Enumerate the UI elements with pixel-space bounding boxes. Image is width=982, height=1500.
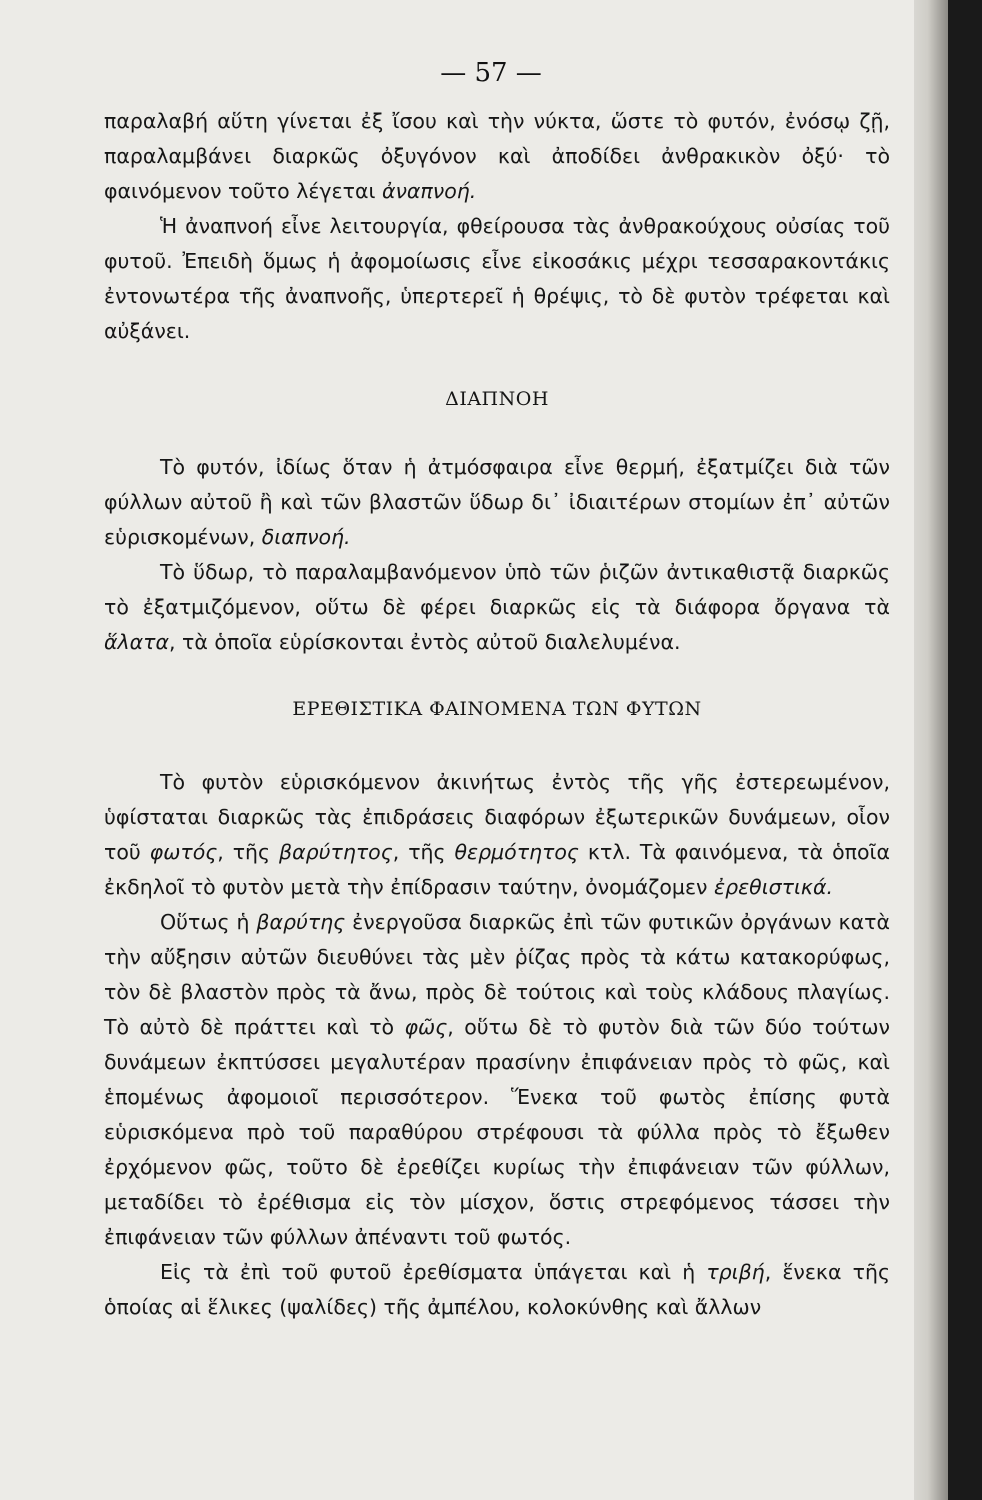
text-run: , τῆς <box>392 840 455 864</box>
emphasized-term: θερμότητος <box>454 840 579 864</box>
paragraph <box>104 450 890 555</box>
paragraph <box>104 1255 890 1325</box>
text-run: , οὕτω δὲ τὸ φυτὸν διὰ τῶν δύο τούτων δυνάμεων ἐκπτύσσει μεγαλυτέραν πρασίνην ἐπιφάνειαν πρὸς τὸ φῶς, καὶ ἑπομένως ἀφομοιοῖ περισσότερον. Ἕνεκα τοῦ φωτὸς ἐπίσης φυτὰ εὑρισκόμενα πρὸ τοῦ παραθύρου στρέφουσι τὰ φύλλα πρὸς τὸ ἔξωθεν ἐρχόμενον φῶς, τοῦτο δὲ ἐρεθίζει κυρίως τὴν ἐπιφάνειαν τῶν φύλλων, μεταδίδει τὸ ἐρέθισμα εἰς τὸν μίσχον, ὅστις στρεφόμενος τάσσει τὴν ἐπιφάνειαν τῶν φύλλων ἀπέναντι τοῦ φωτός. <box>104 1015 890 1249</box>
section-heading: ΕΡΕΘΙΣΤΙΚΑ ΦΑΙΝΟΜΕΝΑ ΤΩΝ ΦΥΤΩΝ <box>292 698 702 720</box>
emphasized-term: διαπνοή. <box>261 525 351 549</box>
text-run: Εἰς τὰ ἐπὶ τοῦ φυτοῦ ἐρεθίσματα ὑπάγεται καὶ ἡ <box>160 1260 707 1284</box>
text-run: Τὸ ὕδωρ, τὸ παραλαμβανόμενον ὑπὸ τῶν ῥιζῶν ἀντικαθιστᾷ διαρκῶς τὸ ἐξατμιζόμενον, οὕτω δὲ φέρει διαρκῶς εἰς τὰ διάφορα ὄργανα τὰ <box>104 560 890 619</box>
page-number: — 57 — <box>440 58 542 88</box>
emphasized-term: τριβή <box>706 1260 765 1284</box>
text-run: Οὕτως ἡ <box>160 910 257 934</box>
text-run: παραλαβή αὕτη γίνεται ἐξ ἴσου καὶ τὴν νύκτα, ὥστε τὸ φυτόν, ἐνόσῳ ζῇ, παραλαμβάνει διαρκῶς ὀξυγόνον καὶ ἀποδίδει ἀνθρακικὸν ὀξύ· τὸ φαινόμενον τοῦτο λέγεται <box>104 109 890 203</box>
emphasized-term: βαρύτης <box>256 910 346 934</box>
emphasized-term: ἅλατα <box>104 630 170 654</box>
text-run: Ἡ ἀναπνοή εἶνε λειτουργία, φθείρουσα τὰς ἀνθρακούχους οὐσίας τοῦ φυτοῦ. Ἐπειδὴ ὅμως ἡ ἀφομοίωσις εἶνε εἰκοσάκις μέχρι τεσσαρακοντάκις ἐντονωτέρα τῆς ἀναπνοῆς, ὑπερτερεῖ ἡ θρέψις, τὸ δὲ φυτὸν τρέφεται καὶ αὐξάνει. <box>104 214 890 343</box>
text-run: κτλ. Τὰ φαινόμενα, τὰ ὁποῖα ἐκδηλοῖ τὸ φυτὸν μετὰ τὴν ἐπίδρασιν ταύτην, ὀνομάζομεν <box>104 840 890 899</box>
emphasized-term: φωτός <box>149 840 218 864</box>
paragraph <box>104 905 890 1255</box>
paragraph <box>104 765 890 905</box>
text-run: Τὸ φυτὸν εὑρισκόμενον ἀκινήτως ἐντὸς τῆς γῆς ἐστερεωμένον, ὑφίσταται διαρκῶς τὰς ἐπιδράσεις διαφόρων ἐξωτερικῶν δυνάμεων, οἷον τοῦ <box>104 770 890 864</box>
emphasized-term: βαρύτητος <box>279 840 393 864</box>
text-run: , τῆς <box>217 840 280 864</box>
emphasized-term: ἀναπνοή. <box>381 179 477 203</box>
section-heading: ΔΙΑΠΝΟΗ <box>445 388 549 410</box>
paragraph <box>104 104 890 209</box>
page-edge <box>914 0 948 1500</box>
text-run: ἐνεργοῦσα διαρκῶς ἐπὶ τῶν φυτικῶν ὀργάνων κατὰ τὴν αὔξησιν αὐτῶν διευθύνει τὰς μὲν ῥίζας πρὸς τὰ κάτω κατακορύφως, τὸν δὲ βλαστὸν πρὸς τὰ ἄνω, πρὸς δὲ τούτοις καὶ τοὺς κλάδους πλαγίως. Τὸ αὐτὸ δὲ πράττει καὶ τὸ <box>104 910 890 1039</box>
paragraph <box>104 209 890 349</box>
emphasized-term: ἐρεθιστικά. <box>714 875 834 899</box>
paragraph <box>104 555 890 660</box>
text-run: , ἕνεκα τῆς ὁποίας αἱ ἕλικες (ψαλίδες) τῆς ἀμπέλου, κολοκύνθης καὶ ἄλλων <box>104 1260 890 1319</box>
text-run: , τὰ ὁποῖα εὑρίσκονται ἐντὸς αὐτοῦ διαλελυμένα. <box>169 630 681 654</box>
emphasized-term: φῶς <box>404 1015 448 1039</box>
body-text <box>104 104 890 1325</box>
text-run: Τὸ φυτόν, ἰδίως ὅταν ἡ ἀτμόσφαιρα εἶνε θερμή, ἐξατμίζει διὰ τῶν φύλλων αὐτοῦ ἢ καὶ τῶν βλαστῶν ὕδωρ δι᾿ ἰδιαιτέρων στομίων ἐπ᾿ αὐτῶν εὑρισκομένων, <box>104 455 890 549</box>
